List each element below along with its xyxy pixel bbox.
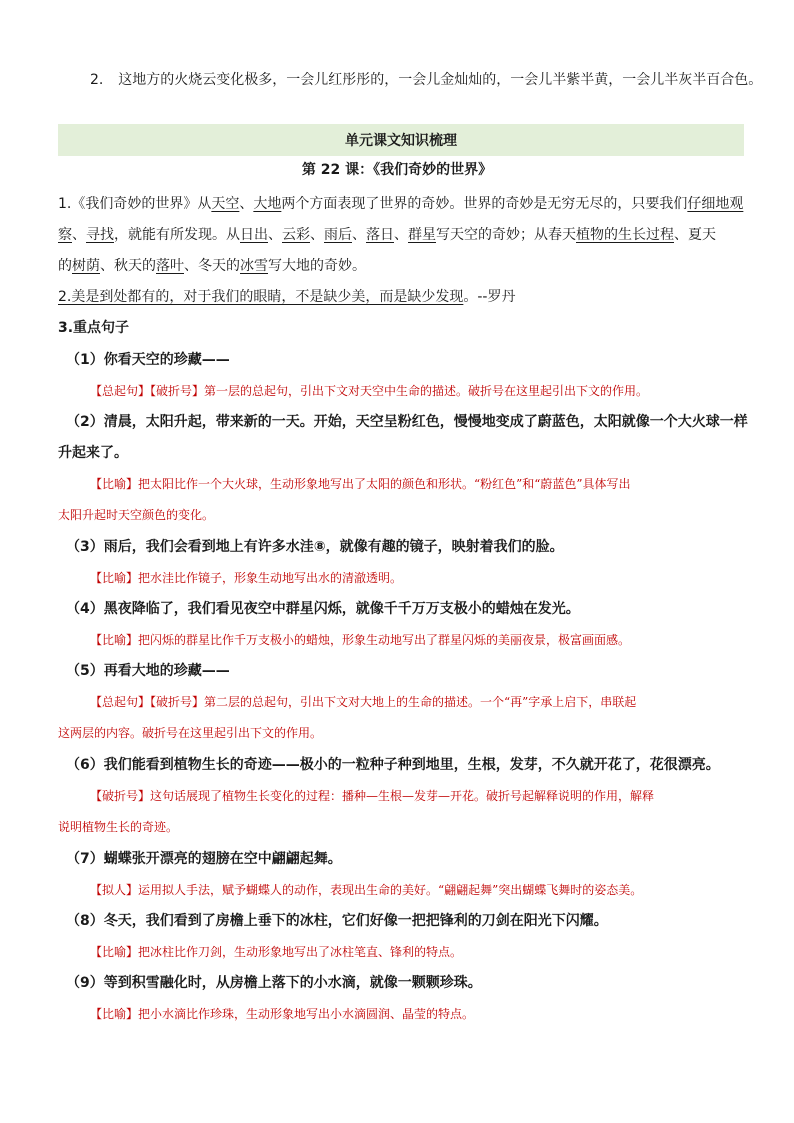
text-run: 写大地的奇妙。 (268, 258, 366, 274)
sentence-5: （5）再看大地的珍藏—— (66, 663, 230, 679)
sentence-2-line2: 升起来了。 (58, 445, 128, 461)
lesson-title: 第 22 课：《我们奇妙的世界》 (301, 162, 493, 178)
keyword-fallen-leaves: 落叶 (156, 258, 184, 274)
point2-line (58, 287, 515, 307)
text-run: ，就能有所发现。从 (114, 227, 240, 243)
sentence-1: （1）你看天空的珍藏—— (66, 352, 230, 368)
point1-line2 (58, 225, 716, 245)
analysis-8: 【比喻】把冰柱比作刀剑，生动形象地写出了冰柱笔直、锋利的特点。 (90, 945, 463, 959)
text-run: 、 (268, 227, 282, 243)
keyword-observe: 仔细地观 (687, 196, 744, 212)
sentence-2-line1: （2）清晨，太阳升起，带来新的一天。开始，天空呈粉红色，慢慢地变成了蔚蓝色，太阳就像一个大火球一样 (66, 414, 748, 430)
keyword-after-rain: 雨后 (324, 227, 352, 243)
text-run: 、 (394, 227, 408, 243)
keyword-clouds: 云彩 (282, 227, 310, 243)
keyword-stars: 群星 (408, 227, 436, 243)
analysis-5-line1: 【总起句】【破折号】第二层的总起句，引出下文对大地上的生命的描述。一个“再”字承上启下，串联起 (90, 695, 637, 709)
text-run: 、 (72, 227, 86, 243)
keyword-ice-snow: 冰雪 (240, 258, 268, 274)
text-run: 的 (58, 258, 72, 274)
keyword-sky: 天空 (211, 196, 240, 212)
point3-heading: 3.重点句子 (58, 320, 130, 336)
top-item-number: 2. (90, 72, 104, 88)
text-run: 、冬天的 (184, 258, 240, 274)
text-run: 、 (239, 196, 254, 212)
text-run: 、 (352, 227, 366, 243)
top-item-text: 这地方的火烧云变化极多，一会儿红彤彤的，一会儿金灿灿的，一会儿半紫半黄，一会儿半灰半百合色。 (118, 72, 763, 88)
rodin-quote: 2.美是到处都有的，对于我们的眼睛，不是缺少美，而是缺少发现 (58, 289, 464, 305)
sentence-6: （6）我们能看到植物生长的奇迹——极小的一粒种子种到地里，生根，发芽，不久就开花了，花很漂亮。 (66, 757, 720, 773)
analysis-6-line2: 说明植物生长的奇迹。 (58, 820, 179, 834)
point1-line3 (58, 256, 366, 276)
text-run: 、 (310, 227, 324, 243)
sentence-4: （4）黑夜降临了，我们看见夜空中群星闪烁，就像千千万万支极小的蜡烛在发光。 (66, 601, 580, 617)
analysis-2-line1: 【比喻】把太阳比作一个大火球，生动形象地写出了太阳的颜色和形状。“粉红色”和“蔚蓝色”具体写出 (90, 477, 631, 491)
analysis-1: 【总起句】【破折号】第一层的总起句，引出下文对天空中生命的描述。破折号在这里起引出下文的作用。 (90, 384, 649, 398)
analysis-3: 【比喻】把水洼比作镜子，形象生动地写出水的清澈透明。 (90, 571, 403, 585)
analysis-4: 【比喻】把闪烁的群星比作千万支极小的蜡烛，形象生动地写出了群星闪烁的美丽夜景，极富画面感。 (90, 633, 631, 647)
keyword-search: 寻找 (86, 227, 114, 243)
keyword-sunrise: 日出 (240, 227, 268, 243)
sentence-8: （8）冬天，我们看到了房檐上垂下的冰柱，它们好像一把把锋利的刀剑在阳光下闪耀。 (66, 913, 608, 929)
section-banner (58, 124, 744, 156)
sentence-7: （7）蝴蝶张开漂亮的翅膀在空中翩翩起舞。 (66, 851, 342, 867)
top-item (90, 70, 762, 90)
keyword-plant-growth: 植物的生长过程 (576, 227, 674, 243)
sentence-3: （3）雨后，我们会看到地上有许多水洼⑧，就像有趣的镜子，映射着我们的脸。 (66, 539, 564, 555)
analysis-5-line2: 这两层的内容。破折号在这里起引出下文的作用。 (58, 726, 323, 740)
sentence-9: （9）等到积雪融化时，从房檐上落下的小水滴，就像一颗颗珍珠。 (66, 975, 482, 991)
analysis-2-line2: 太阳升起时天空颜色的变化。 (58, 508, 215, 522)
keyword-shade: 树荫 (72, 258, 100, 274)
analysis-7: 【拟人】运用拟人手法，赋予蝴蝶人的动作，表现出生命的美好。“翩翩起舞”突出蝴蝶飞舞时的姿态美。 (90, 883, 643, 897)
text-run: 、秋天的 (100, 258, 156, 274)
text-run: 写天空的奇妙；从春天 (436, 227, 576, 243)
keyword-earth: 大地 (253, 196, 282, 212)
section-banner-title: 单元课文知识梳理 (345, 133, 457, 149)
quote-attribution: 。--罗丹 (463, 289, 516, 305)
text-run: 1.《我们奇妙的世界》从 (58, 196, 212, 212)
analysis-6-line1: 【破折号】这句话展现了植物生长变化的过程：播种—生根—发芽—开花。破折号起解释说明的作用，解释 (90, 789, 655, 803)
point1-line1 (58, 194, 743, 214)
text-run: 两个方面表现了世界的奇妙。世界的奇妙是无穷无尽的，只要我们 (281, 196, 688, 212)
keyword-observe-cont: 察 (58, 227, 72, 243)
keyword-sunset: 落日 (366, 227, 394, 243)
analysis-9: 【比喻】把小水滴比作珍珠，生动形象地写出小水滴圆润、晶莹的特点。 (90, 1007, 475, 1021)
text-run: 、夏天 (674, 227, 716, 243)
